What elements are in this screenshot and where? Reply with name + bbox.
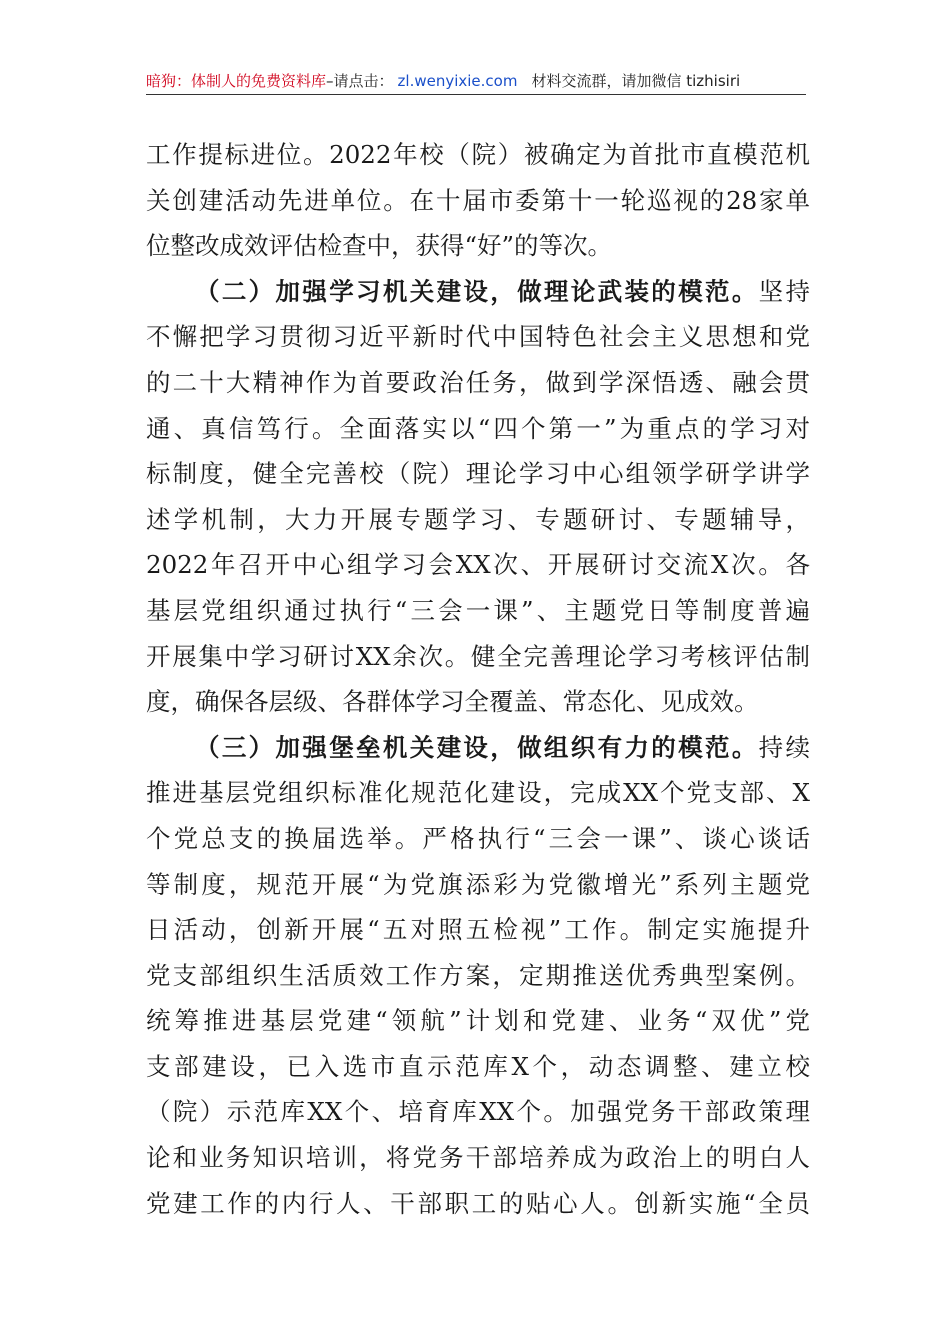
text-line: 标制度，健全完善校（院）理论学习中心组领学研学讲学 [146,459,810,489]
text-line: 开展集中学习研讨XX余次。健全完善理论学习考核评估制 [146,641,810,671]
text-line: 党建工作的内行人、干部职工的贴心人。创新实施“全员 [146,1188,810,1218]
text-line: 论和业务知识培训，将党务干部培养成为政治上的明白人 [146,1143,810,1173]
text-line: 日活动，创新开展“五对照五检视”工作。制定实施提升 [146,915,810,945]
page-header [146,68,806,94]
text-line: 不懈把学习贯彻习近平新时代中国特色社会主义思想和党 [146,322,810,352]
text-line: 统筹推进基层党建“领航”计划和党建、业务“双优”党 [146,1006,810,1036]
header-brand-text: 暗狗：体制人的免费资料库 [146,72,327,90]
header-divider [146,94,806,95]
text-line: 的二十大精神作为首要政治任务，做到学深悟透、融会贯 [146,367,810,397]
text-line: 等制度，规范开展“为党旗添彩为党徽增光”系列主题党 [146,869,810,899]
header-site-link[interactable]: zl.wenyixie.com [397,72,518,90]
text-run: 坚持 [758,276,810,306]
text-line: 基层党组织通过执行“三会一课”、主题党日等制度普遍 [146,595,810,625]
section-first-line [146,725,810,771]
section-first-line [146,269,810,315]
section-heading: （三）加强堡垒机关建设，做组织有力的模范。 [195,732,759,762]
text-line: 通、真信笃行。全面落实以“四个第一”为重点的学习对 [146,413,810,443]
text-line: 关创建活动先进单位。在十届市委第十一轮巡视的28家单 [146,185,810,215]
text-line: 推进基层党组织标准化规范化建设，完成XX个党支部、X [146,778,810,808]
header-cta-text: –请点击： [326,72,394,90]
text-line: 述学机制，大力开展专题学习、专题研讨、专题辅导， [146,504,810,534]
text-line: 2022年召开中心组学习会XX次、开展研讨交流X次。各 [146,550,810,580]
text-line: 支部建设，已入选市直示范库X个，动态调整、建立校 [146,1051,810,1081]
text-line: （院）示范库XX个、培育库XX个。加强党务干部政策理 [146,1097,810,1127]
text-line: 位整改成效评估检查中，获得“好”的等次。 [146,231,613,261]
text-run: 持续 [758,732,810,762]
document-body [146,132,810,1226]
text-line: 工作提标进位。2022年校（院）被确定为首批市直模范机 [146,140,810,169]
section-heading: （二）加强学习机关建设，做理论武装的模范。 [195,276,759,306]
text-line: 党支部组织生活质效工作方案，定期推送优秀典型案例。 [146,960,810,990]
text-line: 度，确保各层级、各群体学习全覆盖、常态化、见成效。 [146,687,759,717]
text-line: 个党总支的换届选举。严格执行“三会一课”、谈心谈话 [146,823,810,853]
header-wechat-text: 材料交流群，请加微信 tizhisiri [531,72,741,90]
